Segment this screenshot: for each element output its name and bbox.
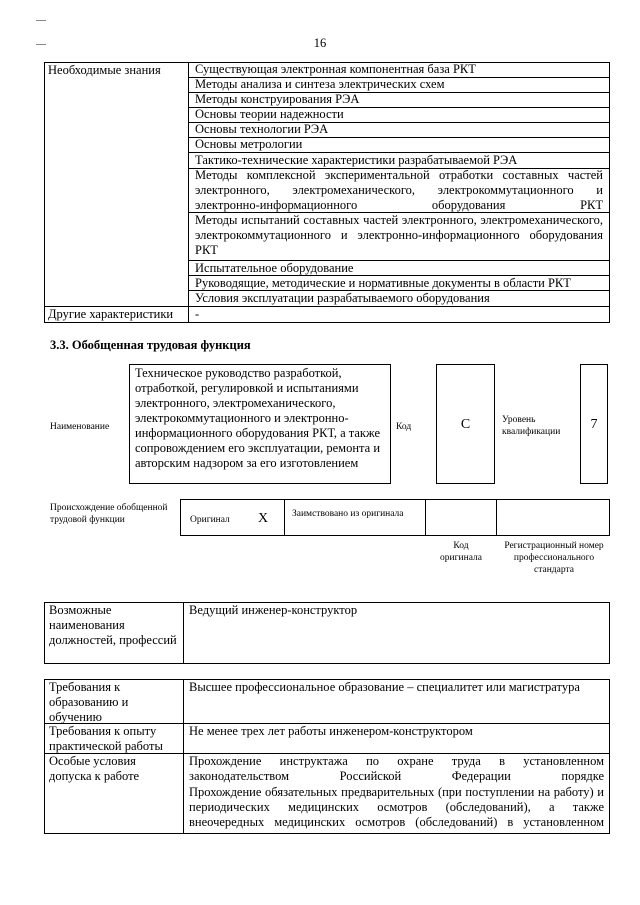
level-label: Уровень квалификации bbox=[502, 415, 561, 437]
borrowed-label: Заимствовано из оригинала bbox=[292, 509, 404, 519]
original-mark: X bbox=[258, 511, 269, 526]
knowledge-item: Основы теории надежности bbox=[195, 107, 344, 121]
knowledge-item: Методы испытаний составных частей электронного, электромеханического, электрокоммутационного и электронно-информационного оборудования РКТ bbox=[195, 213, 603, 257]
knowledge-item: Руководящие, методические и нормативные документы в области РКТ bbox=[195, 276, 571, 290]
admission-value: Прохождение инструктажа по охране труда в установленном законодательством Российской Федерации порядке bbox=[189, 754, 604, 783]
page-number: 16 bbox=[313, 36, 327, 50]
knowledge-item: Существующая электронная компонентная база РКТ bbox=[195, 62, 476, 76]
code-label: Код bbox=[396, 422, 412, 432]
code-value: C bbox=[460, 417, 471, 432]
level-value: 7 bbox=[590, 417, 598, 432]
experience-label: Требования к опыту практической работы bbox=[49, 724, 163, 753]
positions-value: Ведущий инженер-конструктор bbox=[189, 603, 358, 617]
admission-label: Особые условия допуска к работе bbox=[49, 754, 140, 783]
knowledge-item: Методы комплексной экспериментальной отработки составных частей электронного, электромеханического, электрокоммутационного и электронно-информационного оборудования РКТ bbox=[195, 168, 603, 212]
knowledge-item: Условия эксплуатации разрабатываемого оборудования bbox=[195, 291, 490, 305]
other-label: Другие характеристики bbox=[48, 307, 174, 321]
experience-value: Не менее трех лет работы инженером-конструктором bbox=[189, 724, 473, 738]
section-heading: 3.3. Обобщенная трудовая функция bbox=[50, 338, 251, 352]
admission-value: Прохождение обязательных предварительных (при поступлении на работу) и периодических медицинских осмотров (обследований), а также внеочередных медицинских осмотров (обследований) в установленном bbox=[189, 785, 604, 829]
origin-label: Происхождение обобщенной трудовой функции bbox=[50, 503, 168, 525]
knowledge-item: Тактико-технические характеристики разрабатываемой РЭА bbox=[195, 153, 518, 167]
positions-label: Возможные наименования должностей, профессий bbox=[49, 603, 177, 647]
knowledge-item: Методы анализа и синтеза электрических схем bbox=[195, 77, 445, 91]
code-original-caption: Код оригинала bbox=[440, 541, 482, 563]
name-value: Техническое руководство разработкой, отработкой, регулировкой и испытаниями электронного, электромеханического, электрокоммутационного и электронно-информационного оборудования РКТ, а также сопровождением его эксплуатации, ремонта и авторским надзором за его изготовлением bbox=[135, 366, 381, 470]
knowledge-item: Основы метрологии bbox=[195, 137, 303, 151]
name-label: Наименование bbox=[50, 422, 110, 432]
original-label: Оригинал bbox=[190, 515, 230, 525]
scan-mark bbox=[36, 20, 46, 21]
knowledge-label: Необходимые знания bbox=[48, 63, 161, 77]
knowledge-item: Испытательное оборудование bbox=[195, 261, 354, 275]
other-value: - bbox=[195, 307, 200, 321]
knowledge-item: Основы технологии РЭА bbox=[195, 122, 329, 136]
education-label: Требования к образованию и обучению bbox=[49, 680, 129, 724]
registration-caption: Регистрационный номер профессионального стандарта bbox=[504, 541, 604, 575]
education-value: Высшее профессиональное образование – специалитет или магистратура bbox=[189, 680, 580, 694]
knowledge-item: Методы конструирования РЭА bbox=[195, 92, 360, 106]
